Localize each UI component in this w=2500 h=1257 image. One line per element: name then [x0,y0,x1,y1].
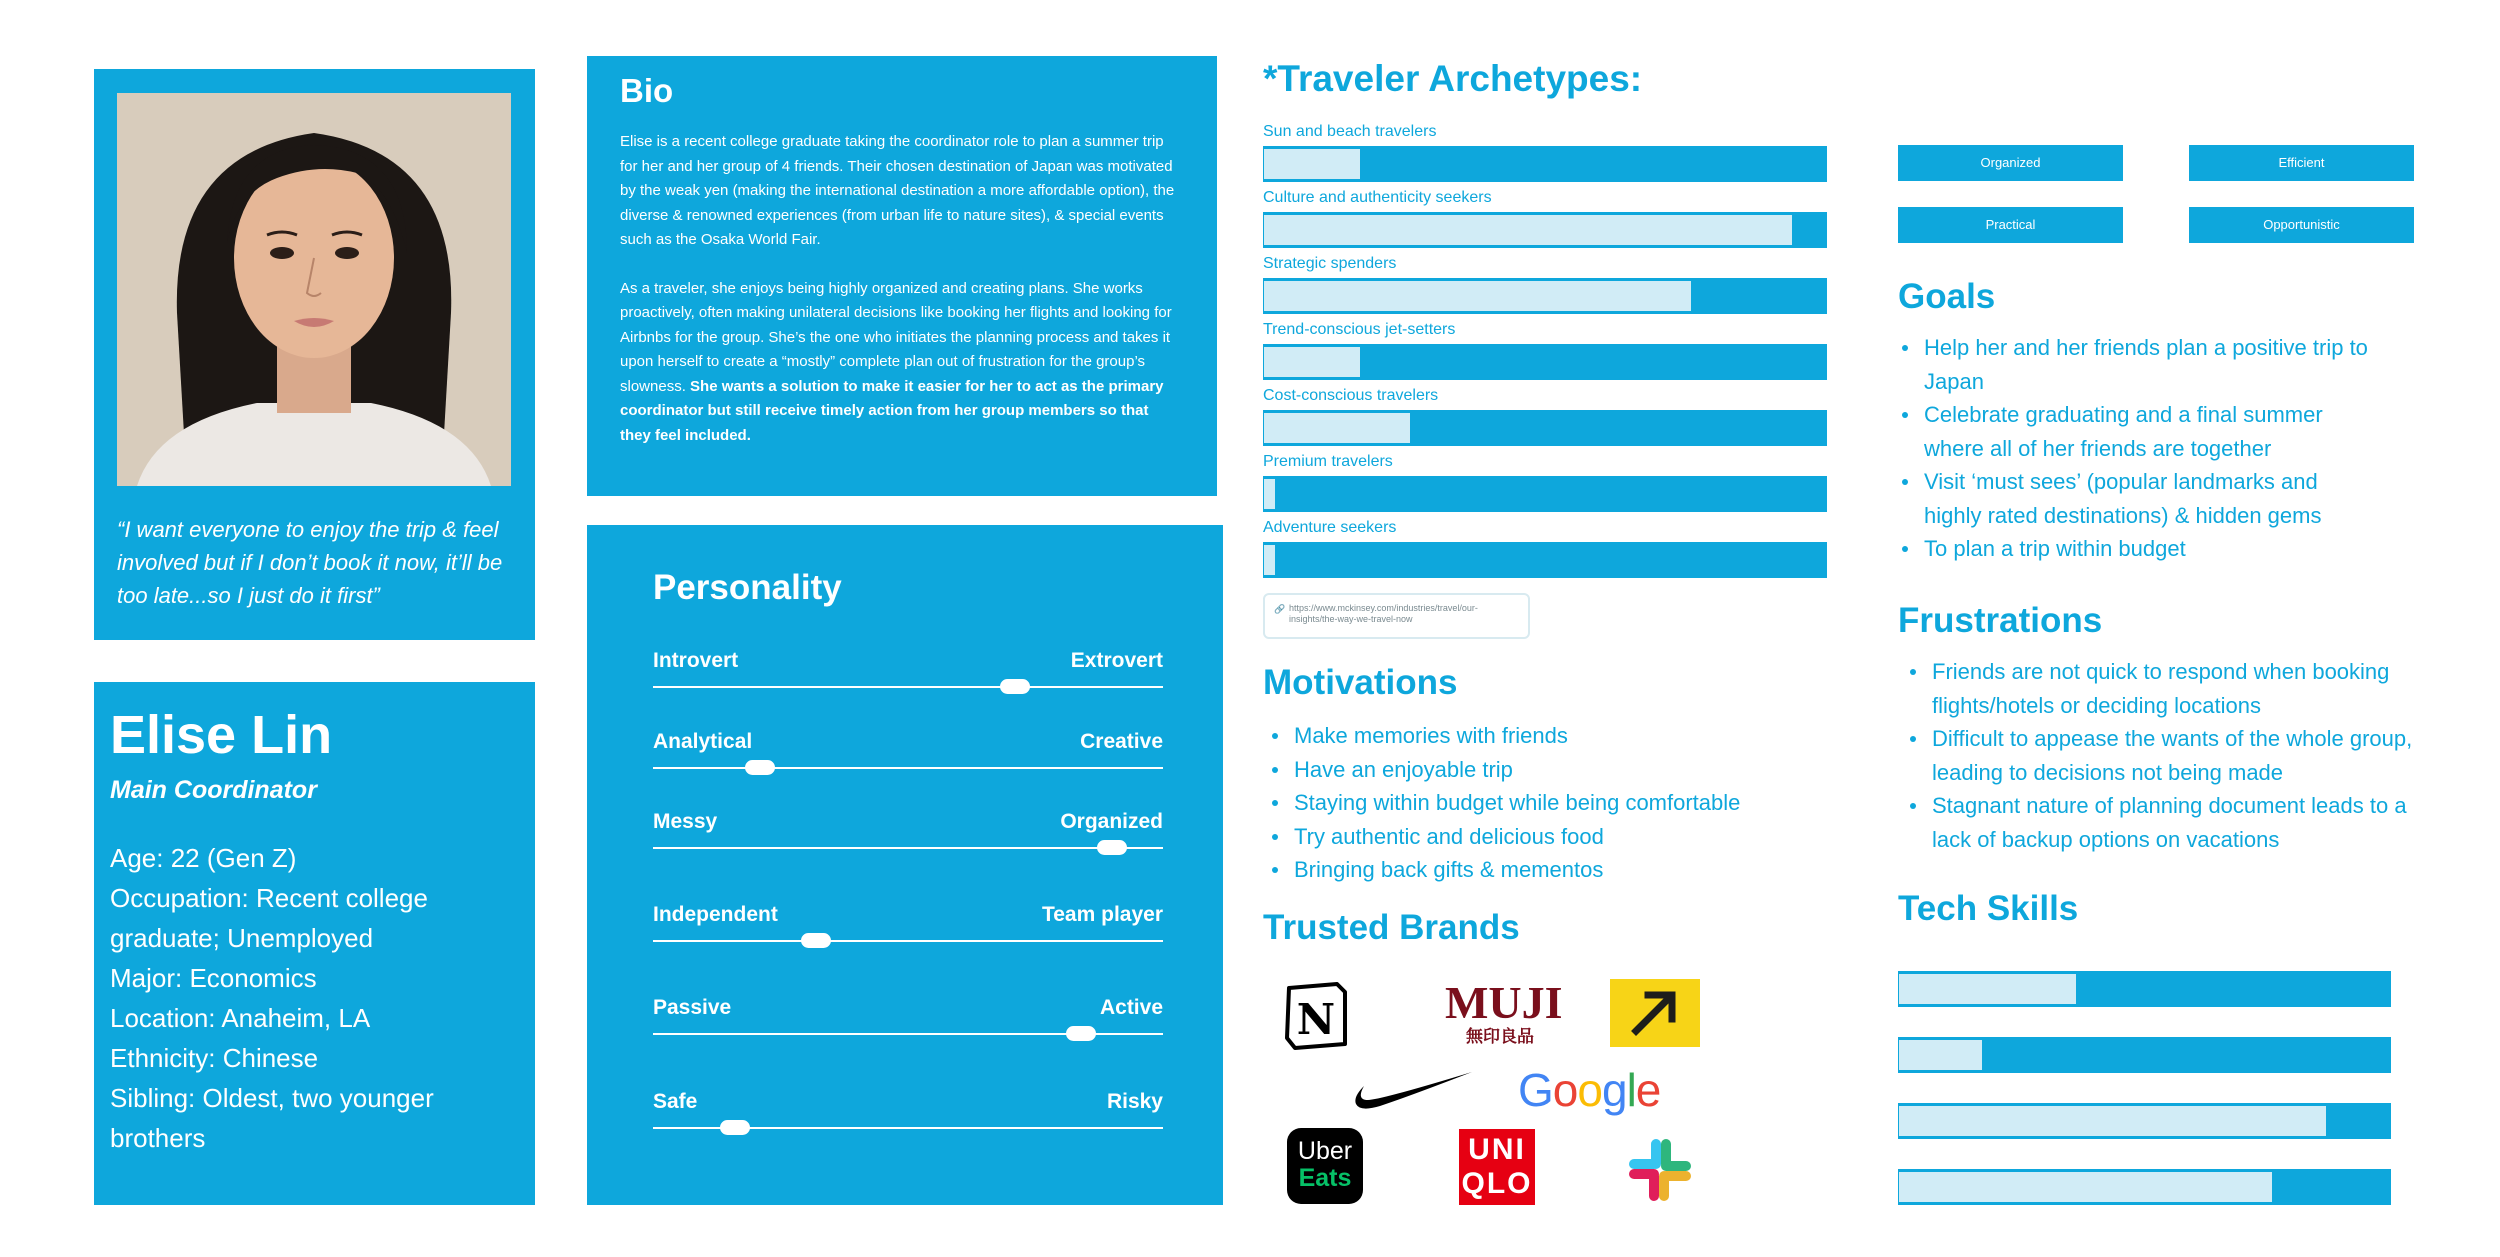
list-item: To plan a trip within budget [1898,532,2378,566]
frustrations-title: Frustrations [1898,601,2103,640]
trait-right-label: Risky [1106,1090,1163,1113]
archetype-bar-fill [1264,215,1792,245]
tech-skill-fill [1899,1172,2272,1202]
link-icon: 🔗 [1274,604,1286,614]
tech-skill-fill [1899,974,2076,1004]
bio-title: Bio [620,72,674,109]
trait-left-label: Analytical [653,730,753,753]
fact-location: Location: Anaheim, LA [110,1003,371,1033]
uniqlo-logo [1459,1129,1535,1205]
persona-name: Elise Lin [110,705,333,765]
trait-knob[interactable] [1000,679,1030,694]
archetype-label: Premium travelers [1263,453,1393,470]
bio-paragraph-2 [620,277,1180,449]
personality-title: Personality [653,568,842,607]
uniqlo-top: UNI [1468,1133,1526,1166]
trait-left-label: Independent [653,903,778,926]
goals-title: Goals [1898,277,1996,316]
google-letter: o [1552,1064,1578,1116]
frustrations-list [1906,655,2446,856]
muji-wordmark: MUJI [1445,977,1563,1028]
list-item: Celebrate graduating and a final summer where all of her friends are together [1898,398,2378,465]
photo-card [94,69,535,640]
uber-eats-logo [1287,1128,1363,1204]
trait-knob[interactable] [1097,840,1127,855]
archetype-label: Strategic spenders [1263,255,1397,272]
tech-skills-title: Tech Skills [1898,889,2079,928]
fact-major: Major: Economics [110,963,317,993]
personality-card [587,525,1223,1205]
fact-age: Age: 22 (Gen Z) [110,843,297,873]
persona-photo [117,93,511,486]
trait-right-label: Team player [1041,903,1163,926]
trait-knob[interactable] [801,933,831,948]
google-letter: G [1518,1064,1553,1116]
trait-right-label: Creative [1080,730,1163,753]
tag-organized: Organized [1898,145,2123,181]
motivations-list [1268,719,1868,887]
google-logo [1518,1060,1663,1120]
trait-passive-active [653,996,1163,1036]
trait-right-label: Active [1099,996,1163,1019]
bio-paragraph-2-text: As a traveler, she enjoys being highly organized and creating plans. She works proactively, often making unilateral decisions like booking her flights and looking for Airbnbs for the group. She’s the one who initiates the planning process and takes it upon herself to create a “mostly” complete plan out of frustration for the group’s slowness. [620,279,1172,395]
eats-wordmark: Eats [1298,1164,1352,1192]
trait-track [653,940,1163,942]
google-letter: o [1577,1064,1602,1116]
archetype-bar-fill [1264,413,1410,443]
archetype-bar [1263,212,1827,248]
archetype-label: Adventure seekers [1263,519,1397,536]
source-link[interactable] [1263,593,1530,639]
tech-skill-bar [1898,971,2391,1007]
muji-subtitle: 無印良品 [1466,1027,1534,1047]
brands-title: Trusted Brands [1263,908,1520,947]
persona-role: Main Coordinator [110,776,317,804]
archetype-bar [1263,344,1827,380]
trait-left-label: Introvert [653,649,739,672]
list-item: Difficult to appease the wants of the whole group, leading to decisions not being made [1906,722,2446,789]
motivations-title: Motivations [1263,663,1458,702]
archetype-bar [1263,278,1827,314]
bio-body [620,130,1180,448]
archetype-label: Sun and beach travelers [1263,123,1437,140]
trait-introvert-extrovert [653,649,1163,689]
archetypes-title: *Traveler Archetypes: [1263,58,1643,99]
google-letter: l [1626,1064,1636,1116]
trait-knob[interactable] [720,1120,750,1135]
notion-letter: N [1296,995,1336,1044]
tech-skill-fill [1899,1040,1982,1070]
archetype-bar-fill [1264,149,1360,179]
archetype-bar [1263,146,1827,182]
list-item: Make memories with friends [1268,719,1868,753]
archetype-bar-fill [1264,347,1360,377]
trait-safe-risky [653,1090,1163,1130]
persona-quote: “I want everyone to enjoy the trip & feel involved but if I don’t book it now, it’ll be too late...so I just do it first” [117,517,503,608]
archetype-label: Trend-conscious jet-setters [1263,321,1456,338]
archetype-label: Culture and authenticity seekers [1263,189,1492,206]
trait-right-label: Organized [1060,810,1163,833]
archetype-bar-fill [1264,479,1275,509]
trait-track [653,686,1163,688]
persona-facts [110,838,510,1158]
list-item: Visit ‘must sees’ (popular landmarks and highly rated destinations) & hidden gems [1898,465,2378,532]
google-letter: e [1635,1064,1661,1116]
trait-knob[interactable] [745,760,775,775]
slack-logo [1625,1135,1695,1205]
fact-sibling: Sibling: Oldest, two younger brothers [110,1083,434,1153]
uber-wordmark: Uber [1297,1137,1353,1165]
trait-right-label: Extrovert [1070,649,1163,672]
tag-practical: Practical [1898,207,2123,243]
trait-track [653,767,1163,769]
source-link-url[interactable]: https://www.mckinsey.com/industries/travel/our-insights/the-way-we-travel-now [1289,603,1478,624]
notion-logo [1281,980,1351,1050]
archetype-bar-fill [1264,545,1275,575]
trait-track [653,847,1163,849]
tag-opportunistic: Opportunistic [2189,207,2414,243]
fact-ethnicity: Ethnicity: Chinese [110,1043,319,1073]
list-item: Help her and her friends plan a positive trip to Japan [1898,331,2378,398]
tech-skill-bar [1898,1169,2391,1205]
archetype-bar [1263,542,1827,578]
trait-knob[interactable] [1066,1026,1096,1041]
archetype-bar-fill [1264,281,1691,311]
bio-paragraph-1: Elise is a recent college graduate taking the coordinator role to plan a summer trip for her and her group of 4 friends. Their chosen destination of Japan was motivated by the weak yen (making the international destination a more affordable option), the diverse & renowned experiences (from urban life to nature sites), & special events such as the Osaka World Fair. [620,133,1175,248]
google-letter: g [1601,1064,1627,1116]
info-card [94,682,535,1205]
bio-paragraph-2-emphasis: She wants a solution to make it easier for her to act as the primary coordinator but still receive timely action from her group members so that they feel included. [620,377,1164,444]
tech-skill-bar [1898,1037,2391,1073]
bio-card [587,56,1217,496]
archetype-bar [1263,476,1827,512]
trait-left-label: Safe [653,1090,698,1113]
tech-skill-fill [1899,1106,2326,1136]
archetype-bar [1263,410,1827,446]
list-item: Friends are not quick to respond when booking flights/hotels or deciding locations [1906,655,2446,722]
list-item: Try authentic and delicious food [1268,820,1868,854]
trait-messy-organized [653,810,1163,850]
nike-logo [1350,1066,1475,1116]
uniqlo-bottom: QLO [1461,1167,1533,1200]
trait-left-label: Passive [653,996,732,1019]
goals-list [1898,331,2378,566]
trait-independent-team-player [653,903,1163,943]
list-item: Have an enjoyable trip [1268,753,1868,787]
archetype-label: Cost-conscious travelers [1263,387,1439,404]
muji-logo [1445,977,1563,1050]
trait-left-label: Messy [653,810,718,833]
list-item: Stagnant nature of planning document leads to a lack of backup options on vacations [1906,789,2446,856]
tech-skill-bar [1898,1103,2391,1139]
trait-analytical-creative [653,730,1163,770]
arrow-brand-logo [1610,979,1700,1047]
list-item: Bringing back gifts & mementos [1268,853,1868,887]
list-item: Staying within budget while being comfortable [1268,786,1868,820]
fact-occupation: Occupation: Recent college graduate; Unemployed [110,883,428,953]
tag-efficient: Efficient [2189,145,2414,181]
